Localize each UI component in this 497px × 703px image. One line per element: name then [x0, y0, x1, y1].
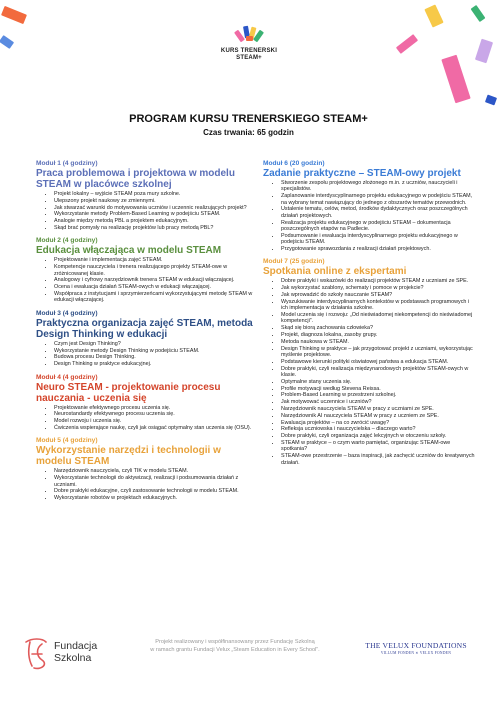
list-item: • Podstawowe kierunki polityki oświatowej państwa a edukacja STEAM. — [281, 359, 475, 365]
course-duration: Czas trwania: 65 godzin — [203, 128, 294, 137]
list-item: • Wykorzystanie metody Design Thinking w podejściu STEAM. — [54, 348, 254, 354]
list-item: • Dobre praktyki, czyli organizacja zajęć lekcyjnych w otoczeniu szkoły. — [281, 433, 475, 439]
funding-note-line-2: w ramach grantu Fundacji Velux „Steam Education in Every School”. — [150, 647, 320, 653]
list-item: • Design Thinking w praktyce – jak przygotować projekt z uczniami, wykorzystując myślenie projektowe. — [281, 346, 475, 359]
module-1 — [36, 160, 254, 231]
list-item: • Design Thinking w praktyce edukacyjnej. — [54, 361, 254, 367]
list-item: • Skąd brać pomysły na realizację projektów lub pracy metodą PBL? — [54, 225, 254, 231]
list-item: • Metoda naukowa w STEAM. — [281, 339, 475, 345]
list-item: • Współpraca z instytucjami i sprzymierzeńcami wykorzystującymi metodę STEAM w edukacji włączającej. — [54, 291, 254, 304]
list-item: • Projekt lokalny – wyjście STEAM poza mury szkolne. — [54, 191, 254, 197]
module-topics — [36, 468, 254, 501]
course-logo-mark — [234, 24, 264, 48]
confetti-pink-large — [441, 55, 470, 104]
list-item: • Analogie między metodą PBL a projektem edukacyjnym. — [54, 218, 254, 224]
confetti-pink — [396, 34, 418, 54]
list-item: • Jak wykorzystać szablony, schematy i pomoce w projekcie? — [281, 285, 475, 291]
confetti-lavender — [475, 39, 493, 64]
module-topics — [36, 257, 254, 303]
list-item: • Czym jest Design Thinking? — [54, 341, 254, 347]
velux-foundations-logo — [356, 641, 476, 655]
list-item: • Zaplanowanie interdyscyplinarnego projektu edukacyjnego w podejściu STEAM, na wybrany temat nawiązujący do jednego z obszarów tematów przewodnich. — [281, 193, 475, 206]
list-item: • Dobre praktyki, czyli realizacja międzynarodowych projektów STEAM-owych w klasie. — [281, 366, 475, 379]
list-item: • Neurostandardy efektywnego procesu uczenia się. — [54, 411, 254, 417]
funding-note-line-1: Projekt realizowany i współfinansowany przez Fundację Szkolną — [155, 639, 315, 645]
list-item: • Narzędziownik nauczyciela, czyli TIK w modelu STEAM. — [54, 468, 254, 474]
list-item: • Wykorzystanie technologii do aktywizacji, realizacji i podsumowania działań z uczniami. — [54, 475, 254, 488]
list-item: • Wyszukiwanie interdyscyplinarnych kontekstów w podstawach programowych i ich implementacja w działania szkolne. — [281, 299, 475, 312]
module-label: Moduł 4 (4 godziny) — [36, 373, 98, 381]
confetti-yellow — [424, 4, 443, 27]
list-item: • Ocena i ewaluacja działań STEAM-owych w edukacji włączającej. — [54, 284, 254, 290]
list-item: • STEAM-owe przestrzenie – baza inspiracji, jak zachęcić uczniów do kreatywnych działań. — [281, 453, 475, 466]
fundacja-szkolna-name — [54, 640, 97, 664]
confetti-orange — [1, 6, 27, 24]
funding-note — [118, 638, 352, 654]
module-label: Moduł 1 (4 godziny) — [36, 160, 98, 167]
list-item: • Model rozwoju i uczenia się. — [54, 418, 254, 424]
list-item: • Projekt, diagnoza lokalna, zasoby grupy. — [281, 332, 475, 338]
list-item: • Projektowanie efektywnego procesu uczenia się. — [54, 405, 254, 411]
module-topics — [263, 180, 475, 252]
module-title: Wykorzystanie narzędzi i technologii w modelu STEAM — [36, 445, 221, 468]
module-label: Moduł 3 (4 godziny) — [36, 309, 98, 317]
list-item: • Skąd się biorą zachowania człowieka? — [281, 325, 475, 331]
list-item: • Ćwiczenia wspierające naukę, czyli jak osiągać optymalny stan uczenia się (OSU). — [54, 425, 254, 431]
confetti-blue — [0, 35, 14, 49]
list-item: • Wykorzystanie metody Problem-Based Learning w podejściu STEAM. — [54, 211, 254, 217]
list-item: • Problem-Based Learning w przestrzeni szkolnej. — [281, 392, 475, 398]
velux-subtitle: VILLUM FONDEN ✕ VELUX FONDEN — [380, 651, 452, 655]
list-item: • Jak motywować uczennice i uczniów? — [281, 399, 475, 405]
list-item: • STEAM w praktyce – o czym warto pamiętać, organizując STEAM-owe spotkania? — [281, 440, 475, 453]
list-item: • Analogowy i cyfrowy narzędziownik trenera STEAM w edukacji włączającej. — [54, 277, 254, 283]
module-label: Moduł 5 (4 godziny) — [36, 437, 98, 445]
module-2 — [36, 237, 254, 303]
confetti-green — [471, 5, 486, 22]
module-6 — [263, 160, 475, 252]
module-label: Moduł 2 (4 godziny) — [36, 237, 98, 245]
list-item: • Profile motywacji według Stevena Reissa. — [281, 386, 475, 392]
logo-line-2: STEAM+ — [236, 55, 262, 61]
list-item: • Jak stwarzać warunki do motywowania uczniów i uczennic realizujących projekt? — [54, 205, 254, 211]
module-3 — [36, 310, 254, 368]
list-item: • Model uczenia się i rozwoju: „Od nieświadomej niekompetencji do nieświadomej kompetencji”. — [281, 312, 475, 325]
module-label: Moduł 7 (25 godzin) — [263, 258, 325, 266]
left-column — [36, 160, 254, 508]
module-title: Praca problemowa i projektowa w modelu STEAM w placówce szkolnej — [36, 168, 235, 190]
list-item: • Kompetencje nauczyciela i trenera realizującego projekty STEAM-owe w zróżnicowanej klasie. — [54, 264, 254, 277]
list-item: • Narzędziownik AI nauczyciela STEAM w pracy z uczniem ze SPE. — [281, 413, 475, 419]
list-item: • Narzędziownik nauczyciela STEAM w pracy z uczniami ze SPE. — [281, 406, 475, 412]
module-title: Spotkania online z ekspertami — [263, 266, 407, 278]
list-item: • Optymalne stany uczenia się. — [281, 379, 475, 385]
module-7 — [263, 258, 475, 466]
footer — [0, 628, 497, 688]
module-topics — [36, 341, 254, 368]
page-title: PROGRAM KURSU TRENERSKIEGO STEAM+ — [129, 113, 368, 125]
module-topics — [36, 191, 254, 231]
list-item: • Wykorzystanie robotów w projektach edukacyjnych. — [54, 495, 254, 501]
list-item: • Projektowanie i implementacja zajęć STEAM. — [54, 257, 254, 263]
list-item: • Ulepszony projekt naukowy ze zmiennymi. — [54, 198, 254, 204]
list-item: • Ustalenie tematu, celów, metod, środków dydaktycznych oraz poszczególnych działań projektowych. — [281, 206, 475, 219]
module-title: Neuro STEAM - projektowanie procesu nauczania - uczenia się — [36, 381, 221, 404]
list-item: • Podsumowanie i ewaluacja interdyscyplinarnego projektu edukacyjnego w podejściu STEAM. — [281, 233, 475, 246]
module-4 — [36, 374, 254, 432]
list-item: • Realizacja projektu edukacyjnego w podejściu STEAM – dokumentacja poszczególnych etapów na Padlecie. — [281, 220, 475, 233]
module-title: Edukacja włączająca w modelu STEAM — [36, 245, 222, 257]
module-5 — [36, 437, 254, 501]
org-name-line-2: Szkolna — [54, 652, 92, 664]
right-column — [263, 160, 475, 472]
list-item: • Dobre praktyki i wskazówki do realizacji projektów STEAM z uczniami ze SPE. — [281, 278, 475, 284]
logo-line-1: KURS TRENERSKI — [220, 48, 278, 54]
course-logo — [214, 24, 284, 62]
org-name-line-1: Fundacja — [54, 640, 98, 652]
velux-title: THE VELUX FOUNDATIONS — [365, 641, 467, 650]
list-item: • Jak wprowadzić do szkoły nauczanie STEAM? — [281, 292, 475, 298]
fundacja-szkolna-logo-icon — [22, 636, 50, 672]
list-item: • Refleksja uczniowska i nauczycielska – dlaczego warto? — [281, 426, 475, 432]
module-label: Moduł 6 (20 godzin) — [263, 160, 325, 167]
module-title: Zadanie praktyczne – STEAM-owy projekt — [263, 168, 461, 179]
list-item: • Dobre praktyki edukacyjne, czyli zastosowanie technologii w modelu STEAM. — [54, 488, 254, 494]
list-item: • Ewaluacja projektów – na co zwrócić uwagę? — [281, 420, 475, 426]
module-topics — [263, 278, 475, 466]
module-title: Praktyczna organizacja zajęć STEAM, metoda Design Thinking w edukacji — [36, 317, 253, 340]
module-topics — [36, 405, 254, 432]
list-item: • Przygotowanie sprawozdania z realizacji działań projektowych. — [281, 246, 475, 252]
list-item: • Budowa procesu Design Thinking. — [54, 354, 254, 360]
list-item: • Stworzenie zespołu projektowego złożonego m.in. z uczniów, nauczycieli i specjalistów. — [281, 180, 475, 193]
fundacja-szkolna-logo — [22, 636, 112, 676]
confetti-blue-right — [485, 95, 497, 106]
